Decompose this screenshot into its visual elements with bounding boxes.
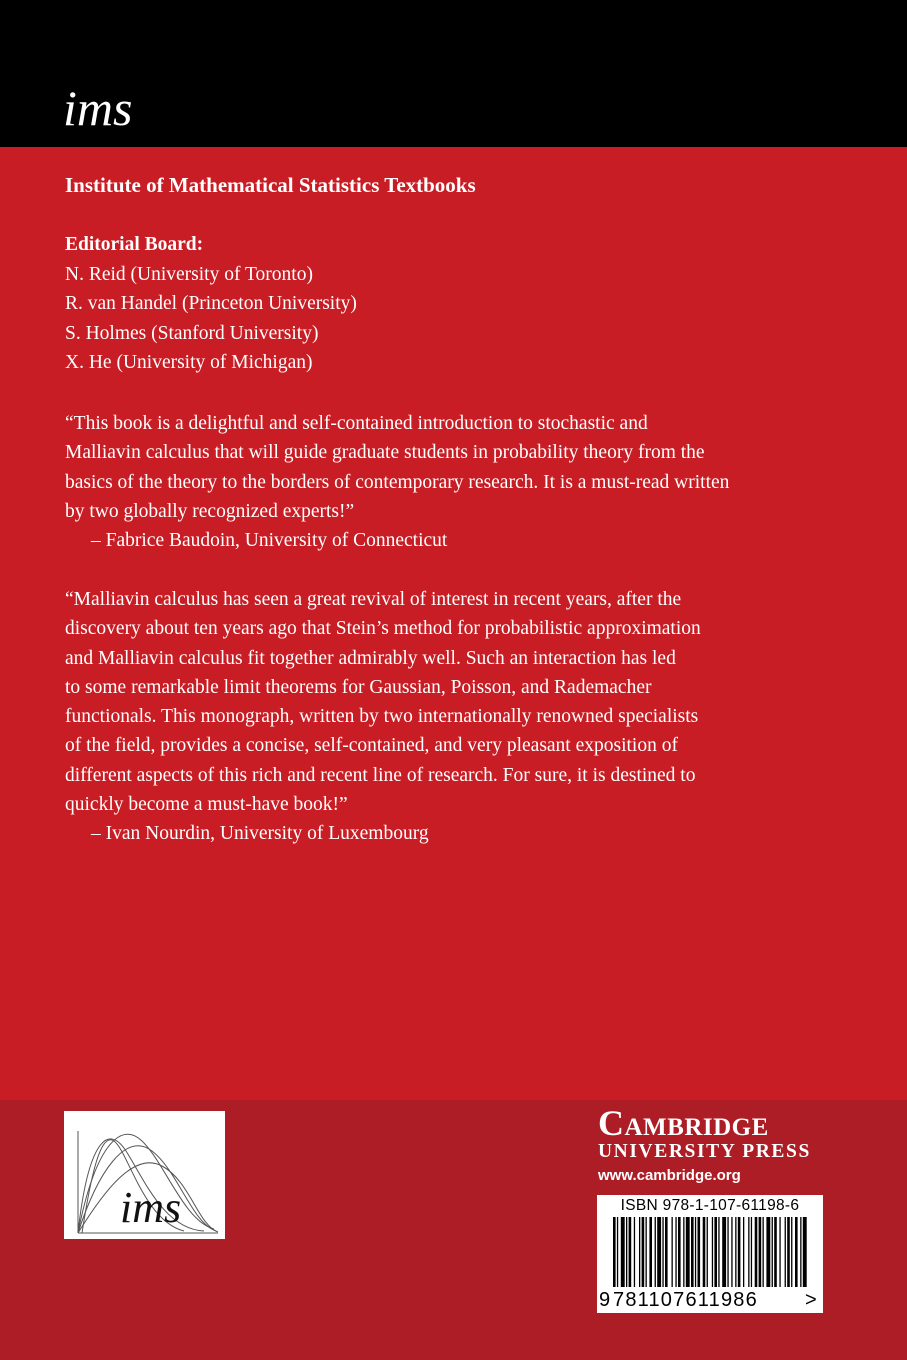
barcode-bar xyxy=(613,1217,616,1287)
barcode-bar xyxy=(755,1217,758,1287)
quote-line: and Malliavin calculus fit together admirably well. Such an interaction has led xyxy=(65,647,676,669)
ims-emblem xyxy=(64,1111,225,1239)
barcode-bar xyxy=(683,1217,684,1287)
quote-line: different aspects of this rich and recent line of research. For sure, it is destined to xyxy=(65,764,696,786)
barcode-bar xyxy=(649,1217,652,1287)
quote-line: basics of the theory to the borders of contemporary research. It is a must-read written xyxy=(65,471,730,493)
quote-attribution: – Fabrice Baudoin, University of Connecticut xyxy=(91,530,448,552)
barcode-bar xyxy=(751,1217,752,1287)
barcode-arrow: > xyxy=(805,1289,817,1311)
endorsement-quote-1 xyxy=(65,409,805,555)
barcode-bar xyxy=(675,1217,676,1287)
barcode-bar xyxy=(639,1217,640,1287)
barcode-bar xyxy=(626,1217,627,1287)
barcode-bar xyxy=(759,1217,762,1287)
quote-line: Malliavin calculus that will guide graduate students in probability theory from the xyxy=(65,442,705,464)
barcode-bar xyxy=(774,1217,777,1287)
editorial-board-heading: Editorial Board: xyxy=(65,234,204,255)
isbn-label: ISBN 978-1-107-61198-6 xyxy=(620,1197,800,1214)
barcode-bar xyxy=(695,1217,696,1287)
barcode-bar xyxy=(655,1217,656,1287)
barcode-bar xyxy=(779,1217,780,1287)
quote-line: “This book is a delightful and self-contained introduction to stochastic and xyxy=(65,413,648,434)
barcode-bar xyxy=(646,1217,647,1287)
ims-logo-text: ims xyxy=(63,80,133,136)
barcode-bar xyxy=(703,1217,706,1287)
quote-line: functionals. This monograph, written by two internationally renowned specialists xyxy=(65,706,699,728)
quote-line: “Malliavin calculus has seen a great revival of interest in recent years, after the xyxy=(65,589,682,610)
publisher-url: www.cambridge.org xyxy=(598,1167,741,1184)
barcode-bar xyxy=(763,1217,764,1287)
barcode-bar xyxy=(707,1217,708,1287)
barcode-bar xyxy=(800,1217,801,1287)
barcode-bar xyxy=(634,1217,635,1287)
barcode-bar xyxy=(672,1217,673,1287)
quote-attribution: – Ivan Nourdin, University of Luxembourg xyxy=(91,823,429,845)
barcode-bar xyxy=(714,1217,717,1287)
barcode-bar xyxy=(743,1217,744,1287)
barcode-bar xyxy=(795,1217,798,1287)
barcode-bar xyxy=(787,1217,790,1287)
ims-emblem-text: ims xyxy=(120,1183,182,1232)
publisher-name: Cambridge xyxy=(598,1103,769,1143)
barcode-bar xyxy=(617,1217,618,1287)
barcode-bar xyxy=(642,1217,645,1287)
barcode-bar xyxy=(691,1217,694,1287)
barcode-bar xyxy=(621,1217,625,1287)
board-member: S. Holmes (Stanford University) xyxy=(65,322,319,344)
barcode-bar xyxy=(791,1217,792,1287)
quote-line: quickly become a must-have book!” xyxy=(65,794,348,816)
barcode-bar xyxy=(712,1217,713,1287)
barcode-bar xyxy=(785,1217,786,1287)
quote-line: of the field, provides a concise, self-contained, and very pleasant exposition of xyxy=(65,735,678,757)
barcode-bar xyxy=(727,1217,728,1287)
series-title: Institute of Mathematical Statistics Textbooks xyxy=(65,173,476,197)
barcode-bar xyxy=(766,1217,770,1287)
barcode-bar xyxy=(698,1217,701,1287)
top-black-band xyxy=(0,0,907,147)
barcode-bar xyxy=(662,1217,663,1287)
quote-line: to some remarkable limit theorems for Gaussian, Poisson, and Rademacher xyxy=(65,676,652,698)
editorial-board xyxy=(65,230,357,378)
barcode-bar xyxy=(731,1217,732,1287)
endorsement-quote-2 xyxy=(65,585,805,849)
barcode-bar xyxy=(803,1217,807,1287)
barcode-bar xyxy=(735,1217,736,1287)
isbn-barcode xyxy=(597,1195,823,1313)
quote-line: by two globally recognized experts!” xyxy=(65,500,355,522)
board-member: X. He (University of Michigan) xyxy=(65,352,313,373)
barcode-lead-digit: 9 xyxy=(599,1289,611,1311)
barcode-bar xyxy=(748,1217,749,1287)
publisher-subtitle: UNIVERSITY PRESS xyxy=(598,1141,811,1162)
barcode-bar xyxy=(772,1217,773,1287)
barcode-bar xyxy=(686,1217,690,1287)
barcode-bar xyxy=(722,1217,726,1287)
barcode-bar xyxy=(678,1217,681,1287)
quote-line: discovery about ten years ago that Stein’s method for probabilistic approximation xyxy=(65,618,701,640)
board-member: R. van Handel (Princeton University) xyxy=(65,293,357,314)
barcode-bar xyxy=(738,1217,741,1287)
barcode-bar xyxy=(718,1217,719,1287)
barcode-main-digits: 781107611986 xyxy=(613,1289,758,1311)
barcode-bar xyxy=(629,1217,632,1287)
barcode-bar xyxy=(665,1217,668,1287)
board-member: N. Reid (University of Toronto) xyxy=(65,263,313,285)
barcode-bar xyxy=(657,1217,661,1287)
